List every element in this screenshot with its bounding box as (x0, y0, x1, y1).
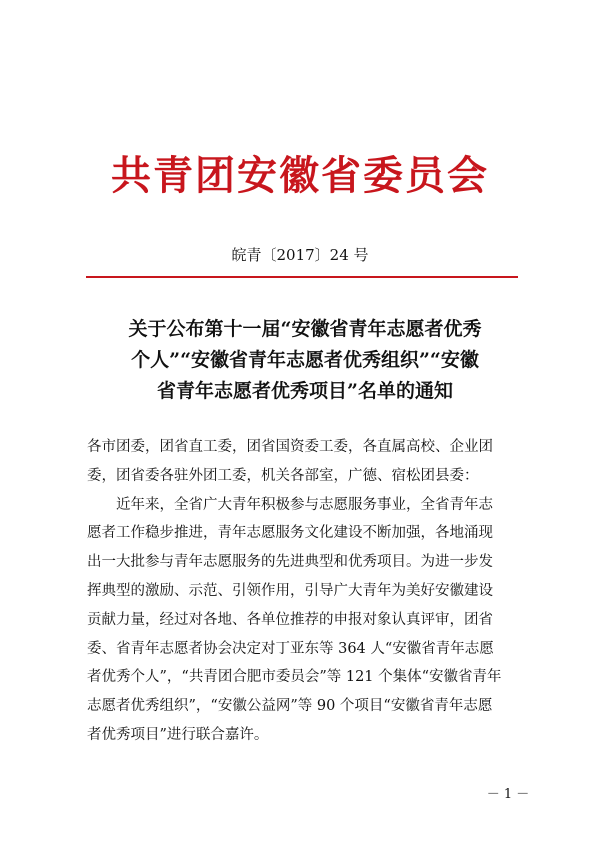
body-line: 贡献力量，经过对各地、各单位推荐的申报对象认真评审，团省 (87, 611, 493, 628)
issuing-organization-header: 共青团安徽省委员会 (111, 152, 489, 199)
body-line: 者优秀项目”进行联合嘉许。 (87, 726, 269, 743)
body-line: 挥典型的激励、示范、引领作用，引导广大青年为美好安徽建设 (87, 582, 493, 599)
title-line: 省青年志愿者优秀项目”名单的通知 (157, 380, 453, 402)
body-line: 志愿者优秀组织”，“安徽公益网”等 90 个项目“安徽省青年志愿 (87, 698, 493, 715)
document-number: 皖青〔2017〕24 号 (231, 246, 369, 264)
notice-body (87, 433, 527, 750)
notice-title (82, 314, 528, 407)
body-line: 愿者工作稳步推进，青年志愿服务文化建设不断加强，各地涌现 (87, 525, 493, 542)
body-line: 各市团委，团省直工委，团省国资委工委，各直属高校、企业团 (87, 439, 493, 455)
title-line: 关于公布第十一届“安徽省青年志愿者优秀 (128, 318, 482, 340)
title-line: 个人”“安徽省青年志愿者优秀组织”“安徽 (131, 349, 479, 371)
body-line: 出一大批参与青年志愿服务的先进典型和优秀项目。为进一步发 (87, 554, 493, 571)
body-line: 委，团省委各驻外团工委，机关各部室，广德、宿松团县委： (87, 467, 479, 484)
body-line: 者优秀个人”，“共青团合肥市委员会”等 121 个集体“安徽省青年 (87, 669, 502, 686)
page-number: － 1 － (486, 787, 530, 802)
body-line: 委、省青年志愿者协会决定对丁亚东等 364 人“安徽省青年志愿 (87, 640, 494, 657)
red-header-rule (86, 276, 518, 278)
body-line: 近年来，全省广大青年积极参与志愿服务事业，全省青年志 (87, 496, 493, 513)
